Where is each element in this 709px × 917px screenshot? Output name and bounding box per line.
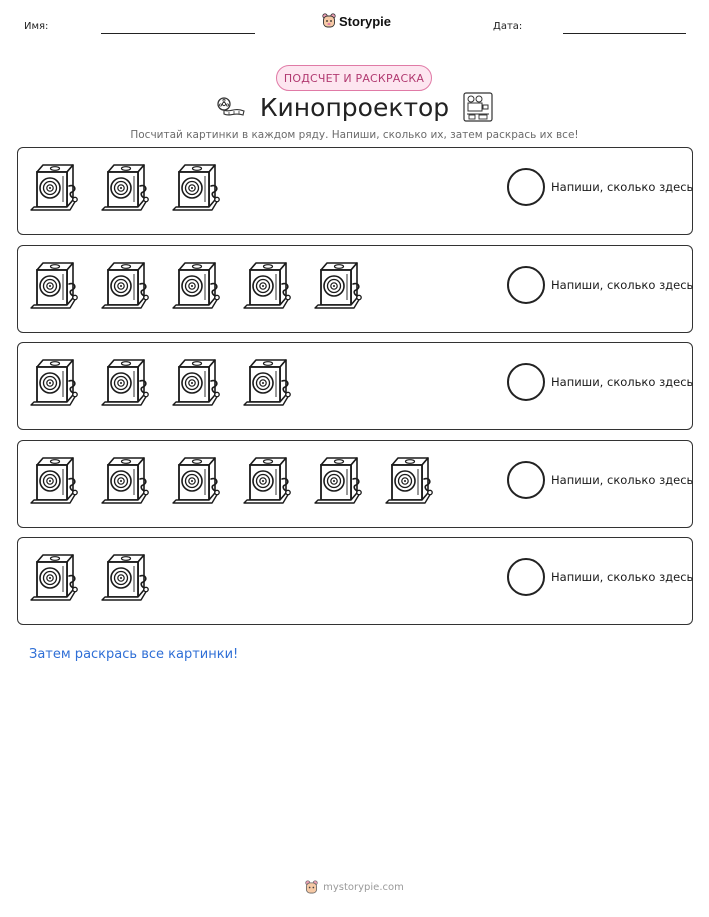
- date-field[interactable]: [563, 33, 686, 34]
- film-projector-icon: [100, 357, 150, 409]
- film-projector-icon: [171, 162, 221, 214]
- answer-circle[interactable]: [507, 363, 545, 401]
- row-pictures: [29, 357, 292, 409]
- counting-row: [17, 245, 693, 333]
- film-projector-icon: [100, 552, 150, 604]
- coloring-instruction: Затем раскрась все картинки!: [29, 647, 239, 662]
- name-field[interactable]: [101, 33, 255, 34]
- counting-row: [17, 537, 693, 625]
- row-pictures: [29, 552, 150, 604]
- film-projector-icon: [171, 260, 221, 312]
- answer-prompt: Напиши, сколько здесь: [551, 570, 694, 584]
- film-projector-icon: [242, 455, 292, 507]
- brand-name: Storypie: [339, 13, 392, 29]
- film-projector-icon: [29, 455, 79, 507]
- film-projector-icon: [100, 260, 150, 312]
- film-projector-icon: [384, 455, 434, 507]
- answer-prompt: Напиши, сколько здесь: [551, 375, 694, 389]
- answer-circle[interactable]: [507, 168, 545, 206]
- page-title: Кинопроектор: [259, 92, 450, 122]
- film-reel-icon: [216, 95, 246, 119]
- counting-row: [17, 147, 693, 235]
- film-projector-icon: [242, 260, 292, 312]
- film-projector-icon: [29, 260, 79, 312]
- projector-scene-icon: [463, 92, 493, 122]
- title-row: [0, 92, 709, 122]
- counting-row: [17, 342, 693, 430]
- counting-row: [17, 440, 693, 528]
- film-projector-icon: [29, 162, 79, 214]
- storypie-mascot-icon: [305, 880, 318, 895]
- row-pictures: [29, 455, 434, 507]
- answer-prompt: Напиши, сколько здесь: [551, 180, 694, 194]
- answer-prompt: Напиши, сколько здесь: [551, 473, 694, 487]
- row-pictures: [29, 162, 221, 214]
- answer-prompt: Напиши, сколько здесь: [551, 278, 694, 292]
- date-label: Дата:: [493, 21, 523, 32]
- film-projector-icon: [100, 162, 150, 214]
- film-projector-icon: [242, 357, 292, 409]
- site-url[interactable]: mystorypie.com: [323, 882, 404, 893]
- film-projector-icon: [313, 455, 363, 507]
- answer-circle[interactable]: [507, 558, 545, 596]
- film-projector-icon: [100, 455, 150, 507]
- answer-circle[interactable]: [507, 266, 545, 304]
- film-projector-icon: [171, 455, 221, 507]
- instructions: Посчитай картинки в каждом ряду. Напиши, сколько их, затем раскрась их все!: [130, 129, 579, 141]
- film-projector-icon: [29, 552, 79, 604]
- film-projector-icon: [29, 357, 79, 409]
- film-projector-icon: [313, 260, 363, 312]
- answer-circle[interactable]: [507, 461, 545, 499]
- storypie-mascot-icon: [322, 13, 336, 29]
- name-label: Имя:: [24, 21, 49, 32]
- storypie-logo: [322, 13, 391, 29]
- film-projector-icon: [171, 357, 221, 409]
- category-tag: ПОДСЧЕТ И РАСКРАСКА: [276, 65, 432, 91]
- site-footer: [0, 880, 709, 895]
- row-pictures: [29, 260, 363, 312]
